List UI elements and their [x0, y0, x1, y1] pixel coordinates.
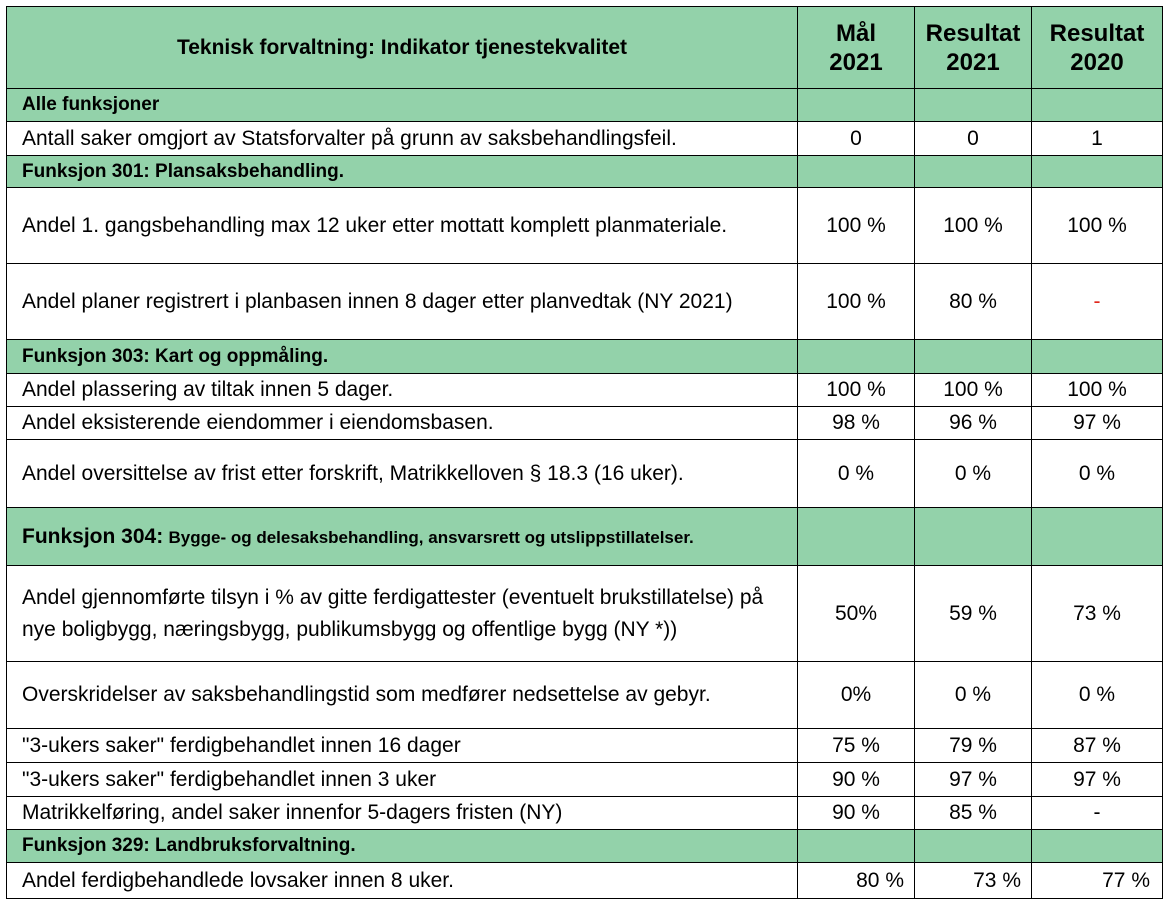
section-label: Funksjon 301: Plansaksbehandling.	[7, 156, 798, 188]
value-res2020: -	[1032, 264, 1163, 340]
row-label: Overskridelser av saksbehandlingstid som medfører nedsettelse av gebyr.	[7, 662, 798, 729]
table-row	[7, 566, 1163, 662]
header-res2020-line2: 2020	[1070, 48, 1124, 76]
value-res2021: 59 %	[915, 566, 1032, 662]
value-res2021: 100 %	[915, 188, 1032, 264]
value-mal: 100 %	[798, 374, 915, 407]
table-row	[7, 662, 1163, 729]
value-mal: 90 %	[798, 797, 915, 830]
value-res2021: 85 %	[915, 797, 1032, 830]
section-cell	[1032, 156, 1163, 188]
section-cell	[915, 340, 1032, 374]
table-row	[7, 264, 1163, 340]
table-row	[7, 863, 1163, 899]
indicator-table	[6, 6, 1163, 899]
section-label-sub: Bygge- og delesaksbehandling, ansvarsrett og utslippstillatelser.	[168, 527, 694, 547]
row-label: "3-ukers saker" ferdigbehandlet innen 16 dager	[7, 729, 798, 763]
row-label: "3-ukers saker" ferdigbehandlet innen 3 uker	[7, 763, 798, 797]
section-cell	[798, 830, 915, 863]
value-mal: 100 %	[798, 264, 915, 340]
table-row	[7, 729, 1163, 763]
section-label-main: Funksjon 304:	[22, 524, 164, 548]
value-res2021: 79 %	[915, 729, 1032, 763]
header-mal-line1: Mål	[835, 19, 876, 47]
table-row	[7, 407, 1163, 440]
value-res2021: 0	[915, 122, 1032, 156]
value-res2020: 1	[1032, 122, 1163, 156]
header-res2020-line1: Resultat	[1049, 19, 1145, 47]
section-label: Funksjon 329: Landbruksforvaltning.	[7, 830, 798, 863]
section-label: Alle funksjoner	[7, 89, 798, 122]
value-res2020: 100 %	[1032, 374, 1163, 407]
value-mal: 0%	[798, 662, 915, 729]
value-res2021: 100 %	[915, 374, 1032, 407]
table-row	[7, 188, 1163, 264]
section-label: Funksjon 303: Kart og oppmåling.	[7, 340, 798, 374]
value-mal: 98 %	[798, 407, 915, 440]
value-res2021: 97 %	[915, 763, 1032, 797]
table-row	[7, 440, 1163, 508]
value-res2021: 0 %	[915, 662, 1032, 729]
value-res2021: 73 %	[915, 863, 1032, 899]
section-cell	[798, 340, 915, 374]
section-row-f303	[7, 340, 1163, 374]
value-res2020: 100 %	[1032, 188, 1163, 264]
section-label-f304	[7, 508, 798, 566]
value-res2021: 0 %	[915, 440, 1032, 508]
header-title: Teknisk forvaltning: Indikator tjenestekvalitet	[7, 7, 798, 89]
section-cell	[915, 89, 1032, 122]
row-label: Matrikkelføring, andel saker innenfor 5-dagers fristen (NY)	[7, 797, 798, 830]
value-res2021: 80 %	[915, 264, 1032, 340]
section-cell	[1032, 89, 1163, 122]
value-mal: 80 %	[798, 863, 915, 899]
value-res2020: 87 %	[1032, 729, 1163, 763]
section-cell	[798, 156, 915, 188]
value-res2020: 0 %	[1032, 662, 1163, 729]
header-mal-2021	[798, 7, 915, 89]
section-row-f329	[7, 830, 1163, 863]
row-label: Andel eksisterende eiendommer i eiendomsbasen.	[7, 407, 798, 440]
table-row	[7, 374, 1163, 407]
section-cell	[798, 89, 915, 122]
header-mal-line2: 2021	[829, 48, 883, 76]
row-label: Andel gjennomførte tilsyn i % av gitte ferdigattester (eventuelt brukstillatelse) på nye boligbygg, næringsbygg, publikumsbygg og offentlige bygg (NY *))	[7, 566, 798, 662]
value-res2020: 97 %	[1032, 407, 1163, 440]
value-res2021: 96 %	[915, 407, 1032, 440]
section-cell	[1032, 508, 1163, 566]
section-row-f301	[7, 156, 1163, 188]
row-label: Antall saker omgjort av Statsforvalter på grunn av saksbehandlingsfeil.	[7, 122, 798, 156]
value-mal: 90 %	[798, 763, 915, 797]
header-resultat-2021	[915, 7, 1032, 89]
value-res2020: 73 %	[1032, 566, 1163, 662]
table-row	[7, 763, 1163, 797]
section-cell	[798, 508, 915, 566]
section-cell	[1032, 830, 1163, 863]
value-mal: 0 %	[798, 440, 915, 508]
row-label: Andel 1. gangsbehandling max 12 uker etter mottatt komplett planmateriale.	[7, 188, 798, 264]
value-mal: 50%	[798, 566, 915, 662]
table-row	[7, 797, 1163, 830]
value-res2020: 77 %	[1032, 863, 1163, 899]
header-row	[7, 7, 1163, 89]
value-res2020: -	[1032, 797, 1163, 830]
section-cell	[915, 508, 1032, 566]
section-row-alle	[7, 89, 1163, 122]
value-mal: 0	[798, 122, 915, 156]
row-label: Andel plassering av tiltak innen 5 dager.	[7, 374, 798, 407]
value-mal: 100 %	[798, 188, 915, 264]
value-res2020: 97 %	[1032, 763, 1163, 797]
section-cell	[1032, 340, 1163, 374]
row-label: Andel oversittelse av frist etter forskrift, Matrikkelloven § 18.3 (16 uker).	[7, 440, 798, 508]
header-resultat-2020	[1032, 7, 1163, 89]
value-res2020: 0 %	[1032, 440, 1163, 508]
section-cell	[915, 156, 1032, 188]
table-row	[7, 122, 1163, 156]
value-mal: 75 %	[798, 729, 915, 763]
row-label: Andel ferdigbehandlede lovsaker innen 8 uker.	[7, 863, 798, 899]
section-row-f304	[7, 508, 1163, 566]
section-cell	[915, 830, 1032, 863]
header-res2021-line2: 2021	[946, 48, 1000, 76]
row-label: Andel planer registrert i planbasen innen 8 dager etter planvedtak (NY 2021)	[7, 264, 798, 340]
header-res2021-line1: Resultat	[925, 19, 1021, 47]
